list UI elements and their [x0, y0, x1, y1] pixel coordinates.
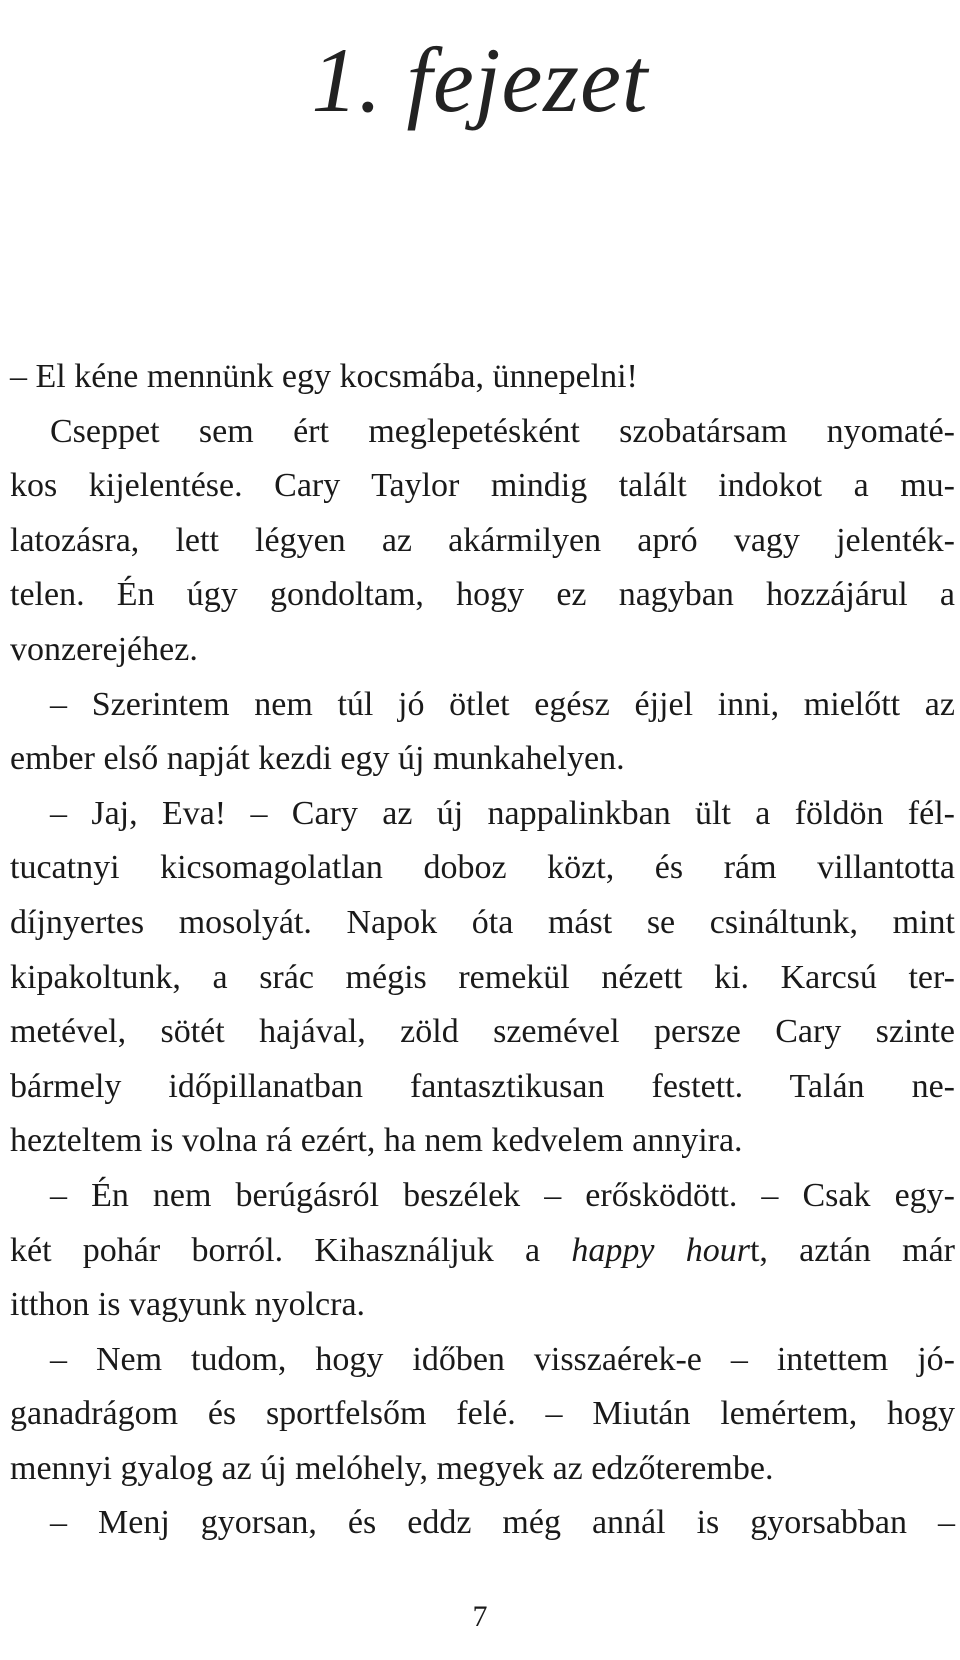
text-line: kos kijelentése. Cary Taylor mindig talált indokot a mu-	[10, 467, 955, 505]
text-line: latozásra, lett légyen az akármilyen apró vagy jelenték-	[10, 521, 955, 559]
text-line: – Szerintem nem túl jó ötlet egész éjjel inni, mielőtt az	[50, 685, 955, 723]
body-text	[10, 350, 955, 1551]
text-line: hezteltem is volna rá ezért, ha nem kedvelem annyira.	[10, 1122, 743, 1160]
text-line: tucatnyi kicsomagolatlan doboz közt, és rám villantotta	[10, 849, 955, 887]
text-segment: két pohár borról. Kihasználjuk a	[10, 1231, 572, 1269]
page-number: 7	[472, 1600, 488, 1633]
text-line: ganadrágom és sportfelsőm felé. – Miután lemértem, hogy	[10, 1395, 955, 1433]
text-line: vonzerejéhez.	[10, 630, 198, 668]
text-line: díjnyertes mosolyát. Napok óta mást se csináltunk, mint	[10, 903, 955, 941]
text-line: – Nem tudom, hogy időben visszaérek-e – intettem jó-	[50, 1340, 955, 1378]
text-line: – Én nem berúgásról beszélek – erősködött. – Csak egy-	[50, 1176, 955, 1214]
text-line: – El kéne mennünk egy kocsmába, ünnepelni!	[10, 358, 638, 395]
italic-phrase: happy hour	[571, 1231, 750, 1269]
text-line: metével, sötét hajával, zöld szemével persze Cary szinte	[10, 1013, 955, 1051]
chapter-title: 1. fejezet	[311, 29, 649, 131]
text-line: telen. Én úgy gondoltam, hogy ez nagyban hozzájárul a	[10, 576, 955, 614]
text-line: mennyi gyalog az új melóhely, megyek az edzőterembe.	[10, 1449, 774, 1487]
text-line: Cseppet sem ért meglepetésként szobatársam nyomaté-	[50, 412, 955, 450]
text-line: – Menj gyorsan, és eddz még annál is gyorsabban –	[50, 1504, 955, 1542]
text-line: kipakoltunk, a srác mégis remekül nézett ki. Karcsú ter-	[10, 958, 955, 996]
text-line: ember első napját kezdi egy új munkahelyen.	[10, 740, 625, 778]
text-line: itthon is vagyunk nyolcra.	[10, 1286, 366, 1324]
text-line	[10, 1224, 955, 1279]
text-line: bármely időpillanatban fantasztikusan festett. Talán ne-	[10, 1067, 955, 1105]
text-segment: t, aztán már	[749, 1231, 956, 1269]
text-line: – Jaj, Eva! – Cary az új nappalinkban ült a földön fél-	[50, 794, 955, 832]
